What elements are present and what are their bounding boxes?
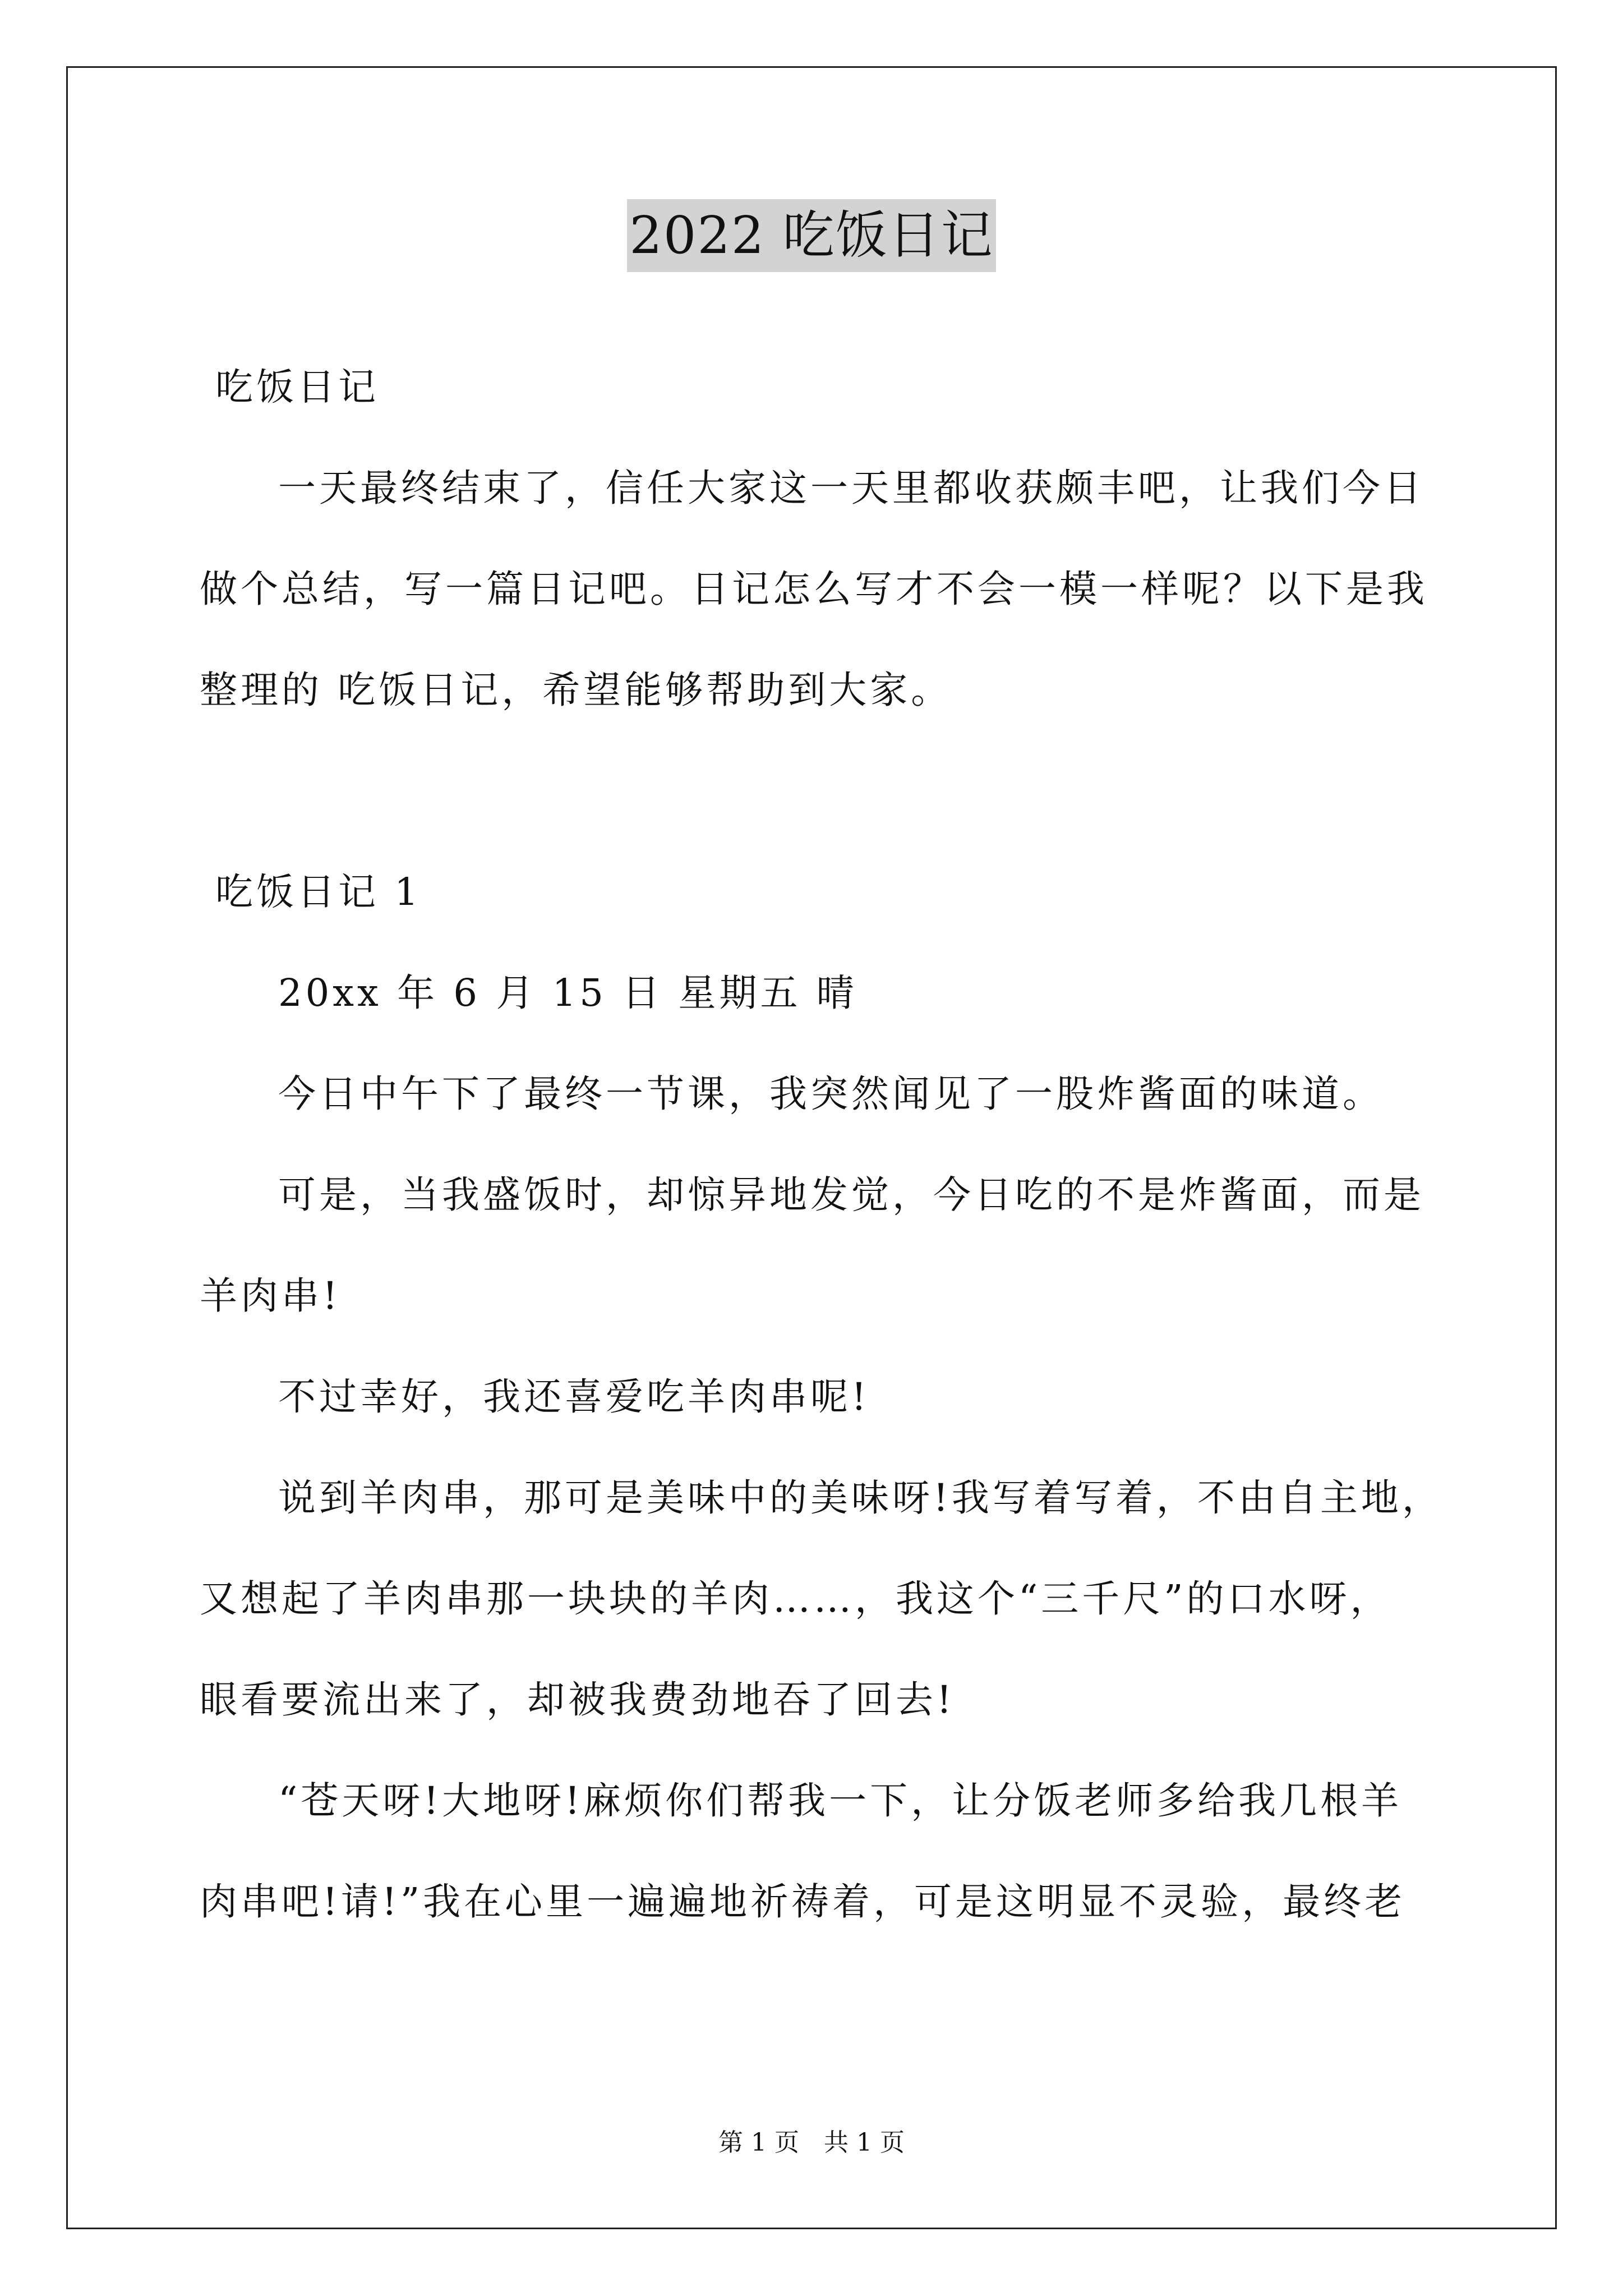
document-title: 2022 吃饭日记 [627, 199, 995, 272]
paragraph-line: 眼看要流出来了，却被我费劲地吞了回去! [200, 1678, 955, 1722]
paragraph-line: 不过幸好，我还喜爱吃羊肉串呢! [278, 1375, 870, 1419]
paragraph-line: 说到羊肉串，那可是美味中的美味呀!我写着写着，不由自主地， [278, 1476, 1443, 1520]
paragraph-line: 肉串吧!请!”我在心里一遍遍地祈祷着，可是这明显不灵验，最终老 [200, 1880, 1406, 1924]
paragraph-line: “苍天呀!大地呀!麻烦你们帮我一下，让分饭老师多给我几根羊 [278, 1779, 1403, 1823]
document-body [200, 337, 1443, 1952]
paragraph-line: 今日中午下了最终一节课，我突然闻见了一股炸酱面的味道。 [278, 1072, 1384, 1116]
title-container [0, 199, 1623, 272]
paragraph-line: 又想起了羊肉串那一块块的羊肉……，我这个“三千尺”的口水呀， [200, 1577, 1391, 1621]
paragraph-line: 羊肉串! [200, 1274, 341, 1318]
heading-diary-1: 吃饭日记 1 [215, 870, 422, 914]
paragraph-line: 可是，当我盛饭时，却惊异地发觉，今日吃的不是炸酱面，而是 [278, 1173, 1424, 1217]
heading-diary: 吃饭日记 [215, 365, 379, 409]
intro-line-2: 做个总结，写一篇日记吧。日记怎么写才不会一模一样呢？以下是我 [200, 567, 1428, 611]
page-footer: 第 1 页 共 1 页 [718, 2128, 905, 2157]
intro-line-1: 一天最终结束了，信任大家这一天里都收获颇丰吧，让我们今日 [278, 466, 1424, 510]
intro-line-3: 整理的 吃饭日记，希望能够帮助到大家。 [200, 668, 952, 712]
date-line: 20xx 年 6 月 15 日 星期五 晴 [278, 971, 857, 1015]
blank-gap [200, 740, 1428, 841]
